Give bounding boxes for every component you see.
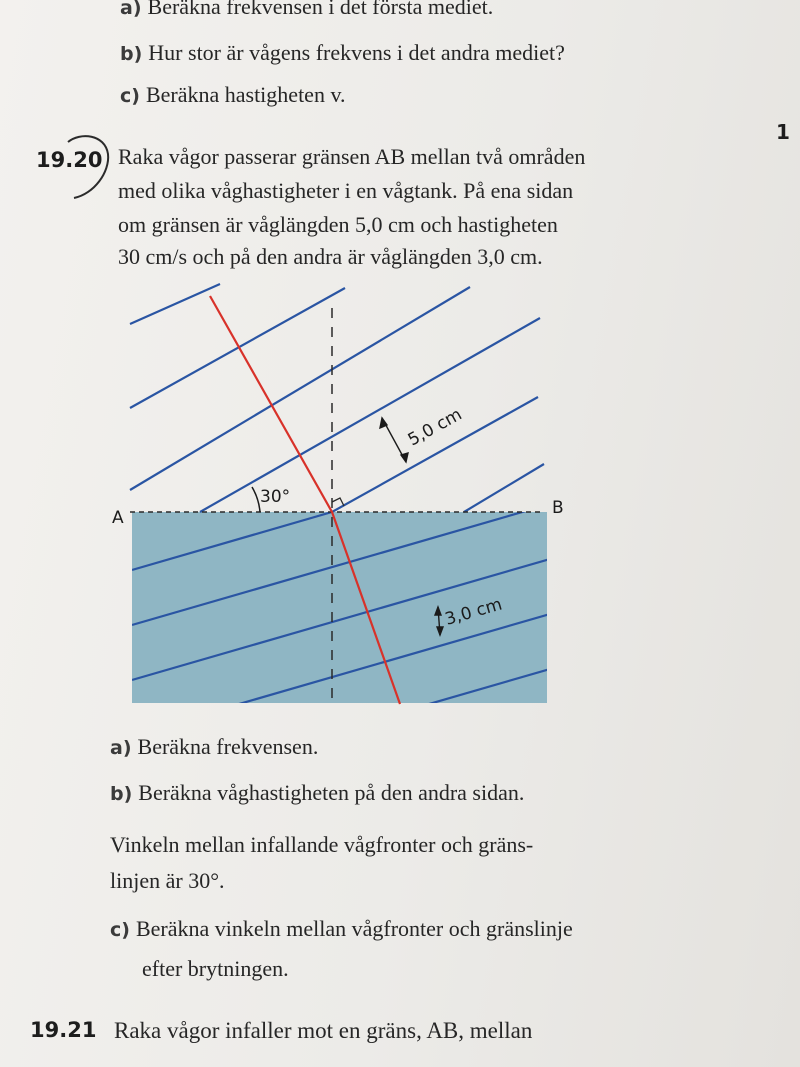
prev-question-a <box>120 0 493 20</box>
wavelength-1-label: 5,0 cm <box>404 404 466 451</box>
question-a-label: a) <box>110 737 132 759</box>
problem-1920-line-3: om gränsen är våglängden 5,0 cm och hastigheten <box>118 212 558 237</box>
angle-label: 30° <box>260 487 291 507</box>
prev-question-c-text: Beräkna hastigheten v. <box>145 82 346 107</box>
question-b-text: Beräkna våghastigheten på den andra sidan. <box>138 780 525 805</box>
incident-wavefront <box>464 464 544 512</box>
label-a: A <box>112 508 124 528</box>
margin-fragment: 1 <box>776 120 790 144</box>
problem-1921-text: Raka vågor infaller mot en gräns, AB, mellan <box>114 1018 533 1043</box>
right-angle-marker <box>332 498 344 506</box>
incident-wavefront <box>332 397 538 512</box>
wavelength-1-arrowhead <box>401 453 408 462</box>
prev-question-b <box>120 40 565 66</box>
question-a-text: Beräkna frekvensen. <box>137 734 319 759</box>
prev-question-b-text: Hur stor är vågens frekvens i det andra mediet? <box>148 40 565 65</box>
question-c-text-1: Beräkna vinkeln mellan vågfronter och gränslinje <box>135 916 573 941</box>
prev-question-c <box>120 82 346 108</box>
refraction-figure <box>100 280 570 714</box>
prev-question-a-label: a) <box>120 0 142 19</box>
question-c-continuation: efter brytningen. <box>142 956 289 981</box>
question-b <box>110 780 524 806</box>
refraction-figure-svg <box>100 280 570 710</box>
question-b-label: b) <box>110 783 133 805</box>
note-line-2: linjen är 30°. <box>110 868 225 893</box>
incident-wavefront <box>130 287 470 490</box>
question-a <box>110 734 318 760</box>
label-b: B <box>552 498 564 518</box>
prev-question-c-label: c) <box>120 85 140 107</box>
problem-1920-line-4: 30 cm/s och på den andra är våglängden 3,0 cm. <box>118 244 543 269</box>
problem-1920-number: 19.20 <box>36 148 103 172</box>
prev-question-b-label: b) <box>120 43 143 65</box>
angle-arc <box>252 487 260 512</box>
question-c <box>110 916 573 942</box>
wavelength-2-label: 3,0 cm <box>442 594 505 630</box>
problem-1921-number: 19.21 <box>30 1018 97 1042</box>
incident-wavefront <box>130 284 220 324</box>
note-line-1: Vinkeln mellan infallande vågfronter och gräns- <box>110 832 534 857</box>
incident-wavefront <box>130 288 345 408</box>
problem-1920-line-2: med olika våghastigheter i en vågtank. På ena sidan <box>118 178 574 203</box>
problem-1920-line-1: Raka vågor passerar gränsen AB mellan två områden <box>118 144 586 169</box>
question-c-label: c) <box>110 919 130 941</box>
prev-question-a-text: Beräkna frekvensen i det första mediet. <box>147 0 494 19</box>
